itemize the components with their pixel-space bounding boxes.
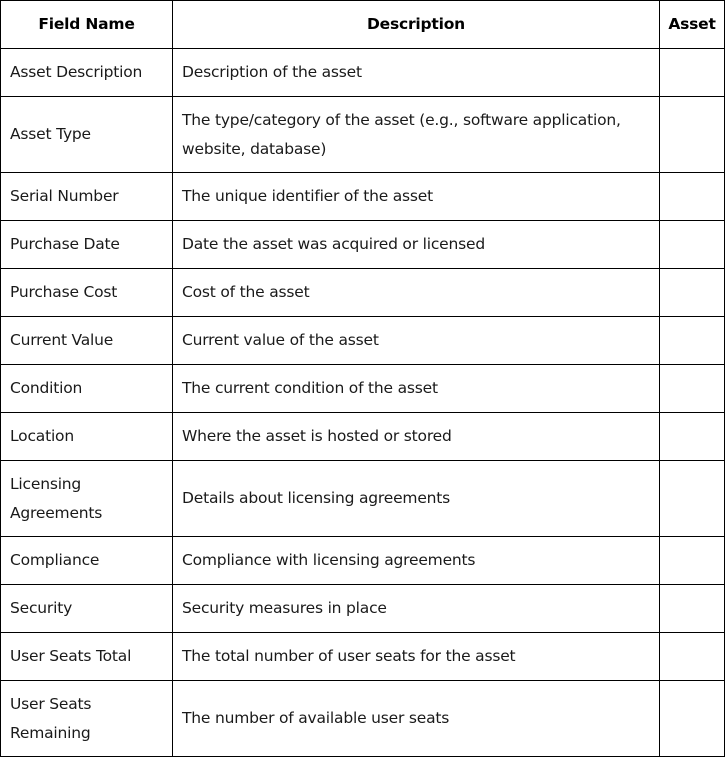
field-name-cell: Serial Number bbox=[1, 173, 173, 221]
table-row bbox=[1, 365, 725, 413]
asset-cell[interactable] bbox=[660, 681, 725, 757]
description-cell: Details about licensing agreements bbox=[173, 461, 660, 537]
asset-cell[interactable] bbox=[660, 537, 725, 585]
description-cell: Cost of the asset bbox=[173, 269, 660, 317]
header-row bbox=[1, 1, 725, 49]
asset-cell[interactable] bbox=[660, 365, 725, 413]
header-asset: Asset bbox=[660, 1, 725, 49]
asset-cell[interactable] bbox=[660, 461, 725, 537]
asset-cell[interactable] bbox=[660, 49, 725, 97]
asset-cell[interactable] bbox=[660, 269, 725, 317]
field-name-cell: Asset Type bbox=[1, 97, 173, 173]
field-name-cell: Location bbox=[1, 413, 173, 461]
field-name-cell: Condition bbox=[1, 365, 173, 413]
asset-cell[interactable] bbox=[660, 585, 725, 633]
asset-cell[interactable] bbox=[660, 413, 725, 461]
header-field-name: Field Name bbox=[1, 1, 173, 49]
field-name-cell: Compliance bbox=[1, 537, 173, 585]
field-name-cell: Asset Description bbox=[1, 49, 173, 97]
table-row bbox=[1, 173, 725, 221]
asset-cell[interactable] bbox=[660, 97, 725, 173]
field-name-cell: Licensing Agreements bbox=[1, 461, 173, 537]
description-cell: The number of available user seats bbox=[173, 681, 660, 757]
description-cell: Compliance with licensing agreements bbox=[173, 537, 660, 585]
field-name-cell: Purchase Date bbox=[1, 221, 173, 269]
description-cell: Date the asset was acquired or licensed bbox=[173, 221, 660, 269]
asset-cell[interactable] bbox=[660, 633, 725, 681]
table-row bbox=[1, 681, 725, 757]
field-name-cell: Current Value bbox=[1, 317, 173, 365]
description-cell: Where the asset is hosted or stored bbox=[173, 413, 660, 461]
table-row bbox=[1, 461, 725, 537]
table-row bbox=[1, 585, 725, 633]
table-row bbox=[1, 97, 725, 173]
field-name-cell: User Seats Total bbox=[1, 633, 173, 681]
asset-cell[interactable] bbox=[660, 221, 725, 269]
table-row bbox=[1, 269, 725, 317]
description-cell: Description of the asset bbox=[173, 49, 660, 97]
table-row bbox=[1, 537, 725, 585]
field-name-cell: User Seats Remaining bbox=[1, 681, 173, 757]
table-row bbox=[1, 413, 725, 461]
description-cell: The total number of user seats for the asset bbox=[173, 633, 660, 681]
table-row bbox=[1, 317, 725, 365]
description-cell: Security measures in place bbox=[173, 585, 660, 633]
description-cell: Current value of the asset bbox=[173, 317, 660, 365]
header-description: Description bbox=[173, 1, 660, 49]
asset-cell[interactable] bbox=[660, 173, 725, 221]
table-row bbox=[1, 633, 725, 681]
description-cell: The unique identifier of the asset bbox=[173, 173, 660, 221]
asset-cell[interactable] bbox=[660, 317, 725, 365]
field-name-cell: Purchase Cost bbox=[1, 269, 173, 317]
description-cell: The current condition of the asset bbox=[173, 365, 660, 413]
description-cell: The type/category of the asset (e.g., software application, website, database) bbox=[173, 97, 660, 173]
field-name-cell: Security bbox=[1, 585, 173, 633]
table-row bbox=[1, 221, 725, 269]
table-row bbox=[1, 49, 725, 97]
